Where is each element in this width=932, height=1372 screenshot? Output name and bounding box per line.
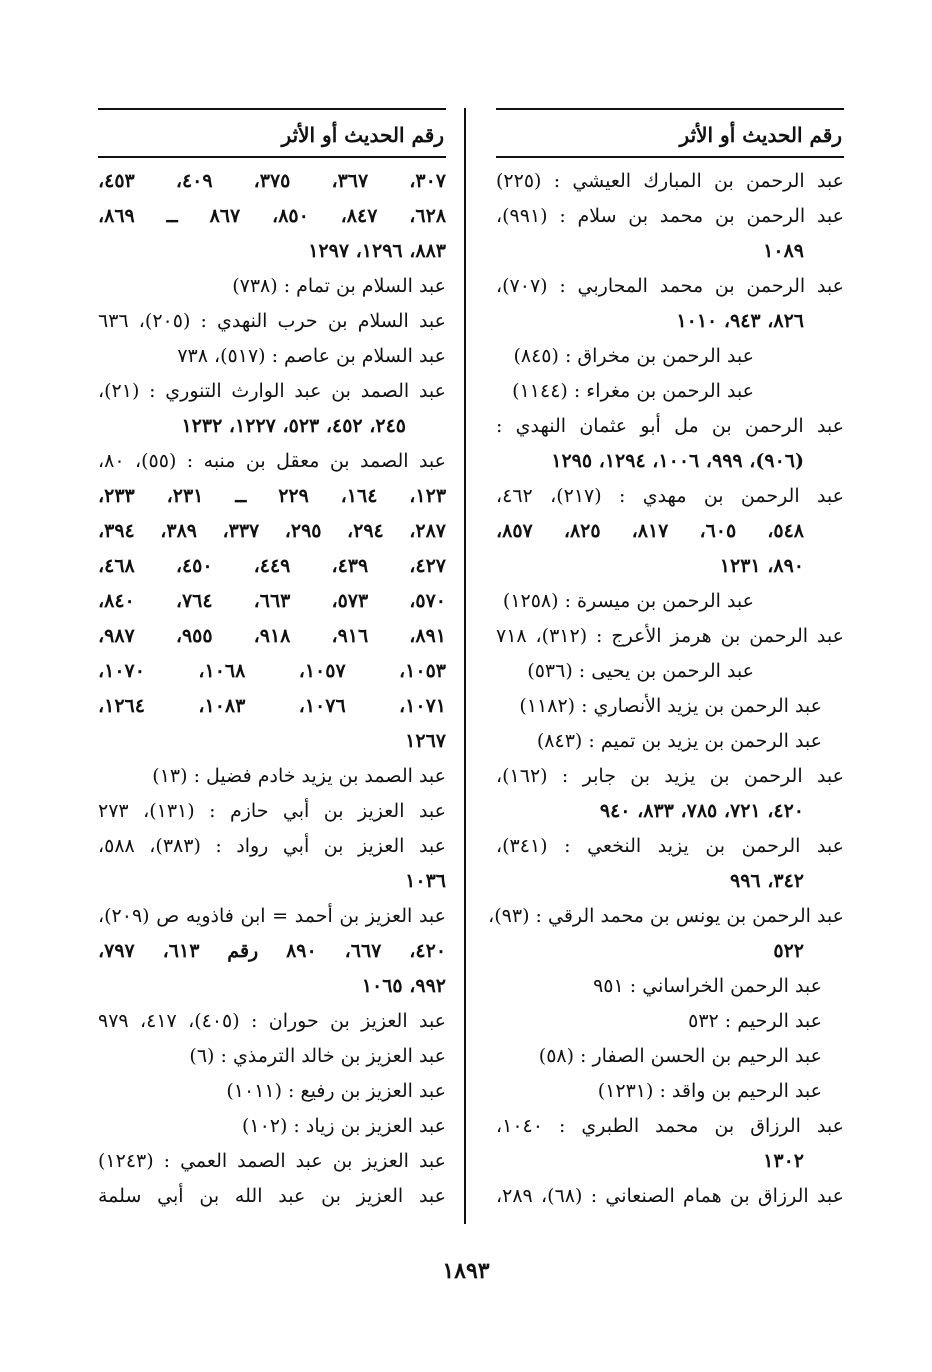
index-line: ١٠٧١، ١٠٧٦، ١٠٨٣، ١٢٦٤،	[98, 695, 446, 717]
index-line: ٣٠٧، ٣٦٧، ٣٧٥، ٤٠٩، ٤٥٣،	[98, 170, 447, 192]
index-line: ٦٢٨، ٨٤٧، ٨٥٠، ٨٦٧ ــ ٨٦٩،	[98, 205, 447, 227]
index-line: ٤٢٠، ٦٦٧، ٨٩٠ رقم ٦١٣، ٧٩٧،	[98, 940, 447, 962]
index-line: عبد الرحيم بن واقد : (١٢٣١)	[597, 1080, 822, 1102]
index-line: عبد العزيز بن رفيع : (١٠١١)	[226, 1080, 446, 1102]
index-line: ٥٧٠، ٥٧٣، ٦٦٣، ٧٦٤، ٨٤٠،	[98, 590, 447, 612]
index-line: عبد الصمد بن عبد الوارث التنوري : (٢١)،	[98, 380, 446, 402]
index-line: عبد السلام بن تمام : (٧٣٨)	[232, 275, 446, 297]
index-line: عبد السلام بن عاصم : (٥١٧)، ٧٣٨	[177, 345, 446, 367]
index-line: ٥٤٨، ٦٠٥، ٨١٧، ٨٢٥، ٨٥٧،	[496, 520, 805, 542]
index-line: عبد السلام بن حرب النهدي : (٢٠٥)، ٦٣٦	[98, 310, 446, 332]
index-line: عبد الرزاق بن محمد الطبري : ١٠٤٠،	[496, 1115, 844, 1137]
index-line: ٨٢٦، ٩٤٣، ١٠١٠	[676, 310, 804, 332]
index-line: ٤٢٧، ٤٣٩، ٤٤٩، ٤٥٠، ٤٦٨،	[98, 555, 447, 577]
right-column-entries	[488, 164, 844, 1214]
index-line: عبد الرحمن بن يزيد بن تميم : (٨٤٣)	[536, 730, 822, 752]
index-line: عبد الرحمن بن محمد المحاربي : (٧٠٧)،	[496, 275, 844, 297]
index-line: ١٠٣٦	[405, 870, 446, 892]
index-line: عبد الرحمن الخراساني : ٩٥١	[593, 975, 822, 997]
left-column-header: رقم الحديث أو الأثر	[98, 108, 446, 158]
index-line: عبد الرحيم : ٥٣٢	[688, 1010, 822, 1032]
index-line: ٩٩٢، ١٠٦٥	[361, 975, 446, 997]
index-line: عبد الرحمن بن محمد بن سلام : (٩٩١)،	[496, 205, 844, 227]
index-line: ٢٤٥، ٤٥٢، ٥٢٣، ١٢٢٧، ١٢٣٢	[181, 415, 406, 437]
index-line: عبد الصمد بن معقل بن منبه : (٥٥)، ٨٠،	[98, 450, 446, 472]
index-line: ٢٨٧، ٢٩٤، ٢٩٥، ٣٣٧، ٣٨٩، ٣٩٤،	[98, 520, 447, 542]
index-line: ١٢٣، ١٦٤، ٢٢٩ ــ ٢٣١، ٢٣٣،	[98, 485, 447, 507]
index-line: عبد العزيز بن عبد الله بن أبي سلمة	[98, 1185, 446, 1207]
index-line: عبد الصمد بن يزيد خادم فضيل : (١٣)	[152, 765, 446, 787]
index-line: عبد الرحمن بن يحيى : (٥٣٦)	[527, 660, 754, 682]
index-line: عبد العزيز بن زياد : (١٠٢)	[241, 1115, 446, 1137]
index-line: عبد الرحمن بن ميسرة : (١٢٥٨)	[502, 590, 754, 612]
index-line: عبد الرحيم بن الحسن الصفار : (٥٨)	[538, 1045, 822, 1067]
index-line: ٣٤٢، ٩٩٦	[730, 870, 804, 892]
index-line: ٨٩١، ٩١٦، ٩١٨، ٩٥٥، ٩٨٧،	[98, 625, 447, 647]
index-line: عبد الرحمن بن يزيد النخعي : (٣٤١)،	[496, 835, 844, 857]
column-divider	[464, 108, 466, 1224]
index-line: عبد الرزاق بن همام الصنعاني : (٦٨)، ٢٨٩،	[496, 1185, 844, 1207]
index-line: عبد الرحمن بن مل أبو عثمان النهدي :	[496, 415, 844, 437]
index-line: (٩٠٦)، ٩٩٩، ١٠٠٦، ١٢٩٤، ١٢٩٥	[551, 450, 804, 472]
index-line: عبد الرحمن بن يزيد الأنصاري : (١١٨٢)	[519, 695, 822, 717]
index-line: ١٣٠٢	[763, 1150, 804, 1172]
index-line: عبد العزيز بن حوران : (٤٠٥)، ٤١٧، ٩٧٩	[98, 1010, 447, 1032]
index-line: ١٢٦٧	[405, 730, 446, 752]
right-column	[488, 108, 844, 1214]
index-line: عبد العزيز بن خالد الترمذي : (٦)	[189, 1045, 446, 1067]
index-line: عبد الرحمن بن مغراء : (١١٤٤)	[512, 380, 754, 402]
left-column-entries	[98, 164, 446, 1214]
index-line: ٨٨٣، ١٢٩٦، ١٢٩٧	[308, 240, 446, 262]
index-line: ١٠٨٩	[763, 240, 804, 262]
index-line: عبد العزيز بن أبي رواد : (٣٨٣)، ٥٨٨،	[98, 835, 446, 857]
index-line: ١٠٥٣، ١٠٥٧، ١٠٦٨، ١٠٧٠،	[98, 660, 446, 682]
page-number: ١٨٩٣	[442, 1258, 490, 1284]
index-line: ٤٢٠، ٧٢١، ٧٨٥، ٨٣٣، ٩٤٠	[599, 800, 804, 822]
index-line: ٥٢٢	[773, 940, 804, 962]
left-column	[98, 108, 446, 1214]
index-line: عبد العزيز بن أبي حازم : (١٣١)، ٢٧٣	[98, 800, 446, 822]
right-column-header: رقم الحديث أو الأثر	[496, 108, 844, 158]
index-line: عبد الرحمن بن مهدي : (٢١٧)، ٤٦٢،	[496, 485, 844, 507]
index-line: عبد العزيز بن عبد الصمد العمي : (١٢٤٣)	[98, 1150, 446, 1172]
index-line: عبد الرحمن بن يونس بن محمد الرقي : (٩٣)،	[488, 905, 844, 927]
index-line: عبد الرحمن بن هرمز الأعرج : (٣١٢)، ٧١٨	[496, 625, 844, 647]
index-line: عبد الرحمن بن المبارك العيشي : (٢٢٥)	[496, 170, 844, 192]
index-line: عبد العزيز بن أحمد = ابن فاذويه ص (٢٠٩)،	[98, 905, 446, 927]
index-line: عبد الرحمن بن مخراق : (٨٤٥)	[513, 345, 754, 367]
index-line: ٨٩٠، ١٢٣١	[719, 555, 804, 577]
index-line: عبد الرحمن بن يزيد بن جابر : (١٦٢)،	[496, 765, 844, 787]
